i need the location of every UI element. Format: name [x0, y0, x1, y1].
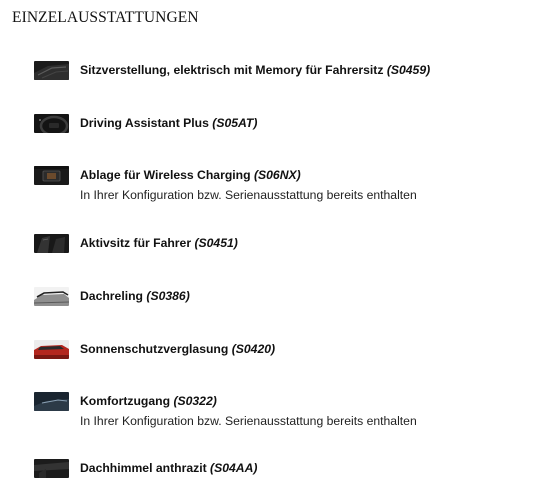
item-code: (S05AT): [212, 116, 258, 130]
item-code: (S0386): [146, 289, 190, 303]
item-name: Dachreling: [80, 289, 143, 303]
list-item[interactable]: [34, 340, 529, 380]
item-code: (S0420): [231, 342, 276, 356]
item-note: In Ihrer Konfiguration bzw. Serienausstattung bereits enthalten: [80, 188, 417, 202]
item-name: Driving Assistant Plus: [80, 116, 209, 130]
item-title[interactable]: [80, 116, 257, 130]
item-title[interactable]: [80, 289, 190, 303]
item-code: (S0459): [386, 63, 431, 77]
section-title: EINZELAUSSTATTUNGEN: [12, 9, 199, 26]
item-code: (S0322): [173, 394, 217, 408]
item-name: Ablage für Wireless Charging: [80, 168, 251, 182]
item-name: Aktivsitz für Fahrer: [80, 236, 192, 250]
item-name: Komfortzugang: [80, 394, 171, 408]
item-code: (S04AA): [210, 461, 258, 475]
item-title[interactable]: [80, 342, 275, 356]
list-item[interactable]: [34, 166, 529, 206]
steering-wheel-thumbnail-icon[interactable]: [34, 114, 69, 133]
active-seat-thumbnail-icon[interactable]: [34, 234, 69, 253]
sun-glazing-thumbnail-icon[interactable]: [34, 340, 69, 359]
item-code: (S0451): [194, 236, 238, 250]
list-item[interactable]: [34, 61, 529, 101]
item-name: Dachhimmel anthrazit: [80, 461, 207, 475]
wireless-charging-thumbnail-icon[interactable]: [34, 166, 69, 185]
list-item[interactable]: [34, 459, 529, 499]
seat-memory-thumbnail-icon[interactable]: [34, 61, 69, 80]
item-title[interactable]: [80, 461, 257, 475]
item-title[interactable]: [80, 236, 238, 250]
list-item[interactable]: [34, 114, 529, 154]
item-code: (S06NX): [253, 168, 301, 182]
item-name: Sonnenschutzverglasung: [80, 342, 229, 356]
list-item[interactable]: [34, 392, 529, 432]
list-item[interactable]: [34, 287, 529, 327]
list-item[interactable]: [34, 234, 529, 274]
item-title[interactable]: [80, 63, 430, 77]
item-note: In Ihrer Konfiguration bzw. Serienausstattung bereits enthalten: [80, 414, 417, 428]
roof-rail-thumbnail-icon[interactable]: [34, 287, 69, 306]
item-title[interactable]: [80, 168, 301, 182]
item-name: Sitzverstellung, elektrisch mit Memory für Fahrersitz: [80, 63, 384, 77]
item-title[interactable]: [80, 394, 217, 408]
headliner-thumbnail-icon[interactable]: [34, 459, 69, 478]
comfort-access-thumbnail-icon[interactable]: [34, 392, 69, 411]
